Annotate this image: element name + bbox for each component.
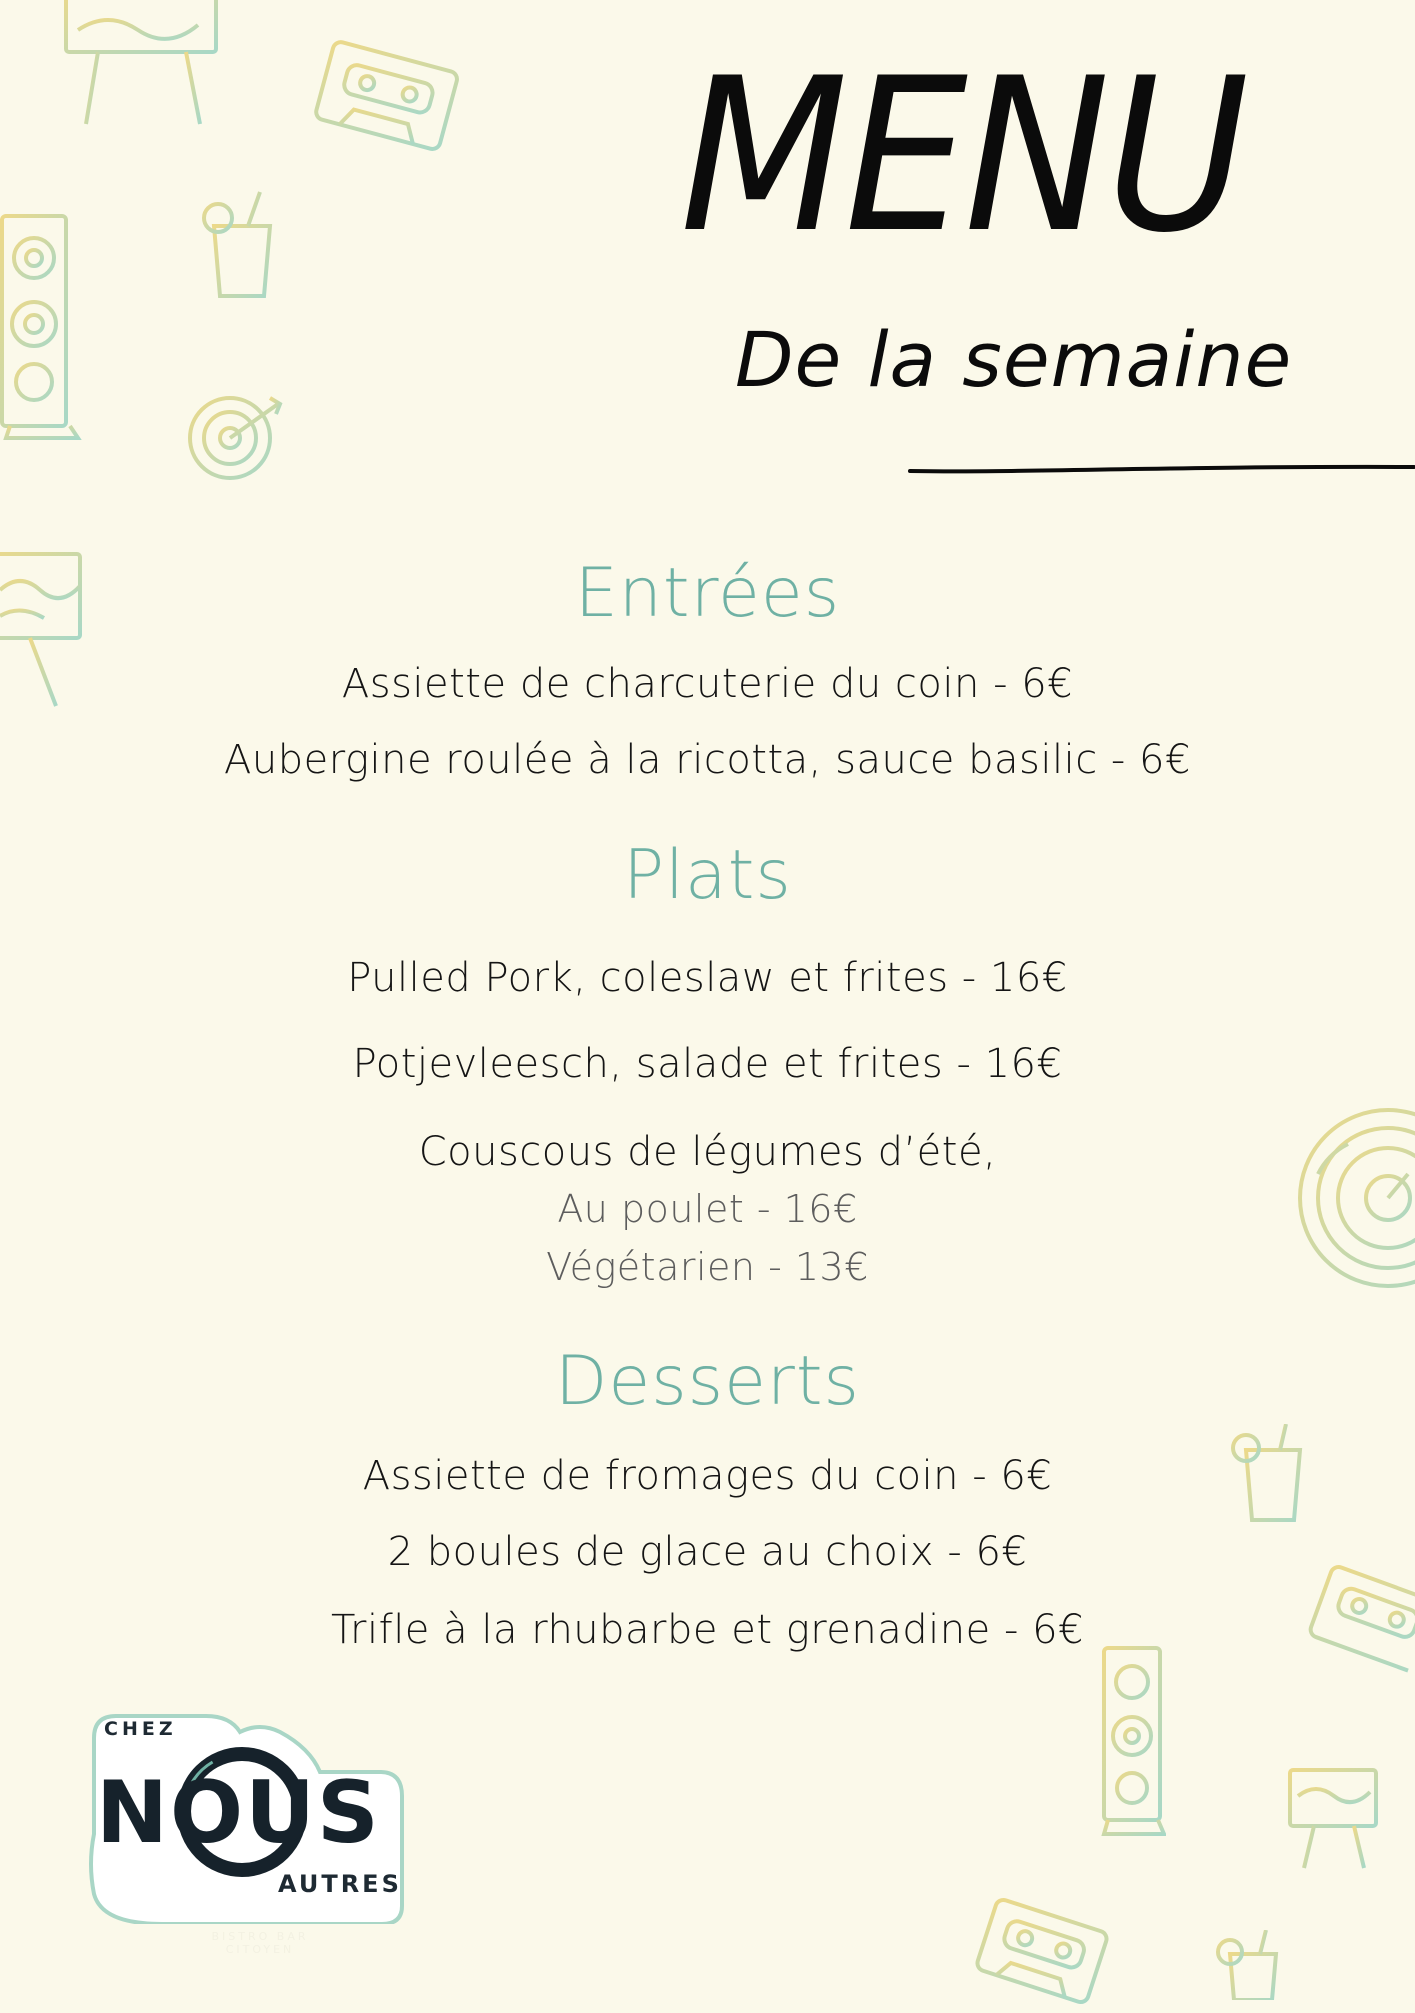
cassette-icon: [969, 1889, 1115, 2013]
menu-item: Potjevleesch, salade et frites - 16€: [352, 1041, 1063, 1087]
menu-item: 2 boules de glace au choix - 6€: [387, 1529, 1028, 1575]
restaurant-logo: [82, 1708, 412, 1956]
cocktail-glass-icon: [1212, 1930, 1292, 2000]
page-title: MENU: [680, 32, 1246, 279]
title-divider: [908, 460, 1415, 472]
menu-item: Couscous de légumes d’été,: [418, 1129, 997, 1175]
section-heading-desserts: Desserts: [555, 1342, 860, 1421]
menu-item: Pulled Pork, coleslaw et frites - 16€: [347, 955, 1068, 1001]
menu-item: Aubergine roulée à la ricotta, sauce basilic - 6€: [224, 737, 1191, 783]
speaker-icon: [0, 212, 82, 442]
menu-item: Trifle à la rhubarbe et grenadine - 6€: [331, 1607, 1084, 1653]
logo-top-text: CHEZ: [104, 1718, 177, 1740]
vinyl-record-icon: [186, 390, 286, 482]
easel-icon: [58, 0, 228, 128]
menu-item-variant: Végétarien - 13€: [546, 1245, 869, 1289]
logo-tagline: BISTRO BAR CITOYEN: [211, 1930, 309, 1956]
page-subtitle: De la semaine: [735, 315, 1293, 404]
menu-item: Assiette de charcuterie du coin - 6€: [341, 661, 1074, 707]
cocktail-glass-icon: [196, 190, 288, 302]
menu-item: Assiette de fromages du coin - 6€: [362, 1453, 1053, 1499]
logo-bottom-text: AUTRES: [278, 1870, 402, 1898]
speaker-icon: [1100, 1644, 1166, 1838]
section-heading-entrees: Entrées: [574, 554, 841, 633]
easel-icon: [1284, 1752, 1384, 1872]
logo-main-text: NOUS: [96, 1763, 381, 1863]
menu-item-variant: Au poulet - 16€: [557, 1187, 858, 1231]
section-heading-plats: Plats: [623, 836, 792, 915]
cassette-icon: [307, 32, 468, 165]
